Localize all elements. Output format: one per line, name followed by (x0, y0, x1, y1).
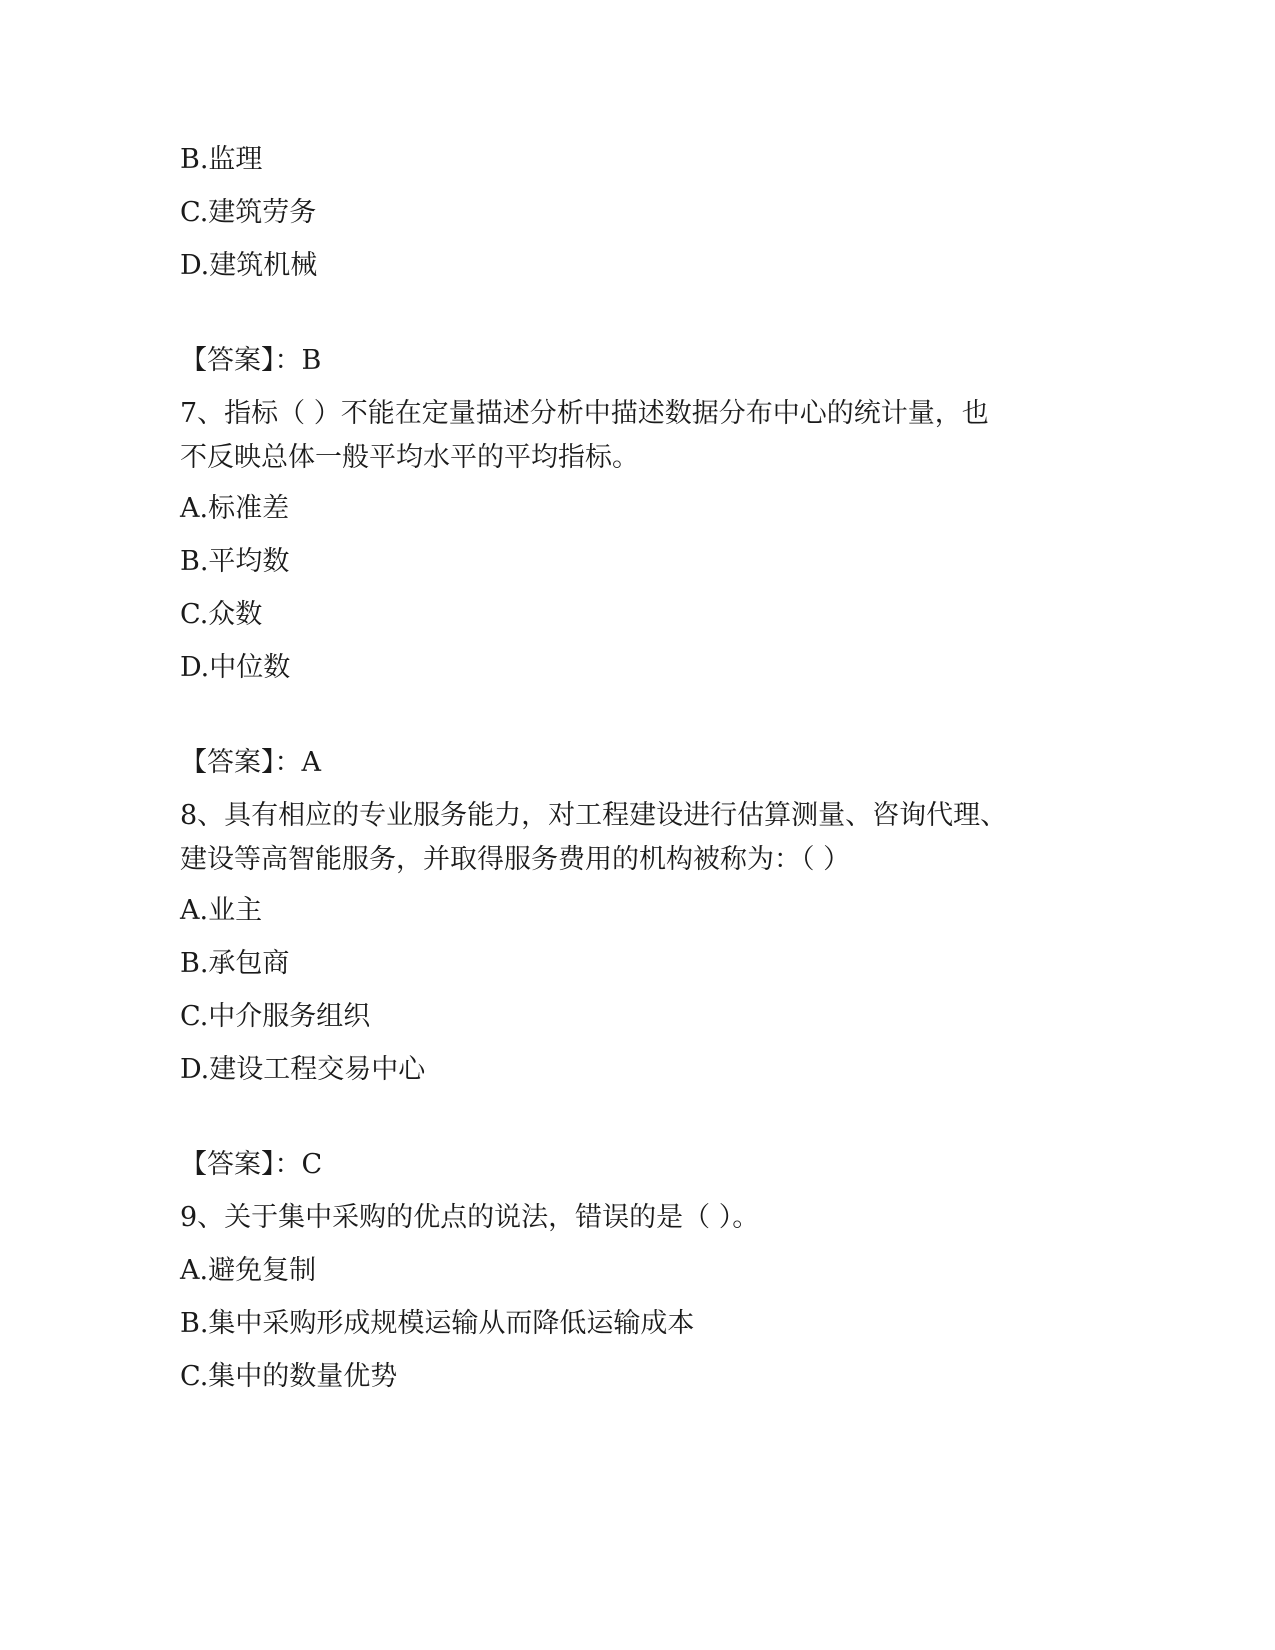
q8-option-a: A.业主 (180, 895, 263, 926)
q9-option-c: C.集中的数量优势 (180, 1361, 398, 1392)
q6-option-b: B.监理 (180, 144, 263, 175)
q8-stem-line2: 建设等高智能服务，并取得服务费用的机构被称为：（ ） (180, 844, 851, 875)
q8-option-b: B.承包商 (180, 948, 290, 979)
q7-stem-line2: 不反映总体一般平均水平的平均指标。 (180, 442, 639, 473)
q9-option-b: B.集中采购形成规模运输从而降低运输成本 (180, 1308, 695, 1339)
q7-option-d: D.中位数 (180, 652, 291, 683)
q8-option-c: C.中介服务组织 (180, 1001, 371, 1032)
q7-option-b: B.平均数 (180, 546, 290, 577)
q6-option-c: C.建筑劳务 (180, 197, 317, 228)
q6-answer: 【答案】：B (180, 345, 322, 376)
q7-option-a: A.标准差 (180, 493, 290, 524)
q7-option-c: C.众数 (180, 599, 263, 630)
q6-option-d: D.建筑机械 (180, 250, 318, 281)
q9-stem-line1: 9、关于集中采购的优点的说法，错误的是（ ）。 (180, 1202, 760, 1233)
q8-stem-line1: 8、具有相应的专业服务能力，对工程建设进行估算测量、咨询代理、 (180, 800, 1008, 831)
q8-answer: 【答案】：C (180, 1149, 323, 1180)
q8-option-d: D.建设工程交易中心 (180, 1054, 426, 1085)
q7-stem-line1: 7、指标（ ）不能在定量描述分析中描述数据分布中心的统计量，也 (180, 398, 989, 429)
q7-answer: 【答案】：A (180, 747, 321, 778)
q9-option-a: A.避免复制 (180, 1255, 317, 1286)
